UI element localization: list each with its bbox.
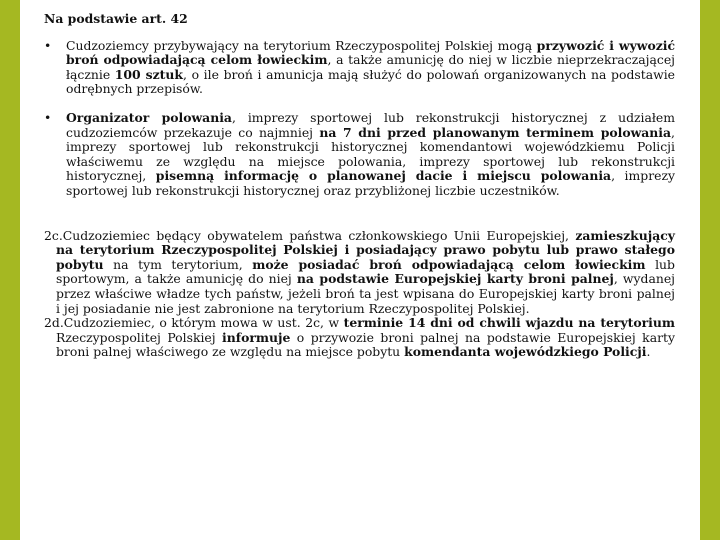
text-span: Rzeczypospolitej Polskiej (56, 329, 223, 345)
text-bold: terminie 14 dni od chwili wjazdu na terytorium (343, 315, 675, 331)
text-span: 2d.Cudzoziemiec, o którym mowa w ust. 2c, w (44, 315, 344, 331)
text-bold: przywozić i wywozić broń odpowiadającą celom łowieckim (66, 37, 675, 68)
text-bold: Organizator polowania (66, 109, 232, 125)
text-span: , imprezy sportowej lub rekonstrukcji historycznej komendantowi wojewódzkiemu Policji właściwemu ze względu na miejsce polowania, imprezy sportowej lub rekonstrukcji historycznej, (66, 124, 675, 184)
text-bold: na 7 dni przed planowanym terminem polowania (319, 124, 672, 140)
text-bold: pisemną informację o planowanej dacie i miejscu polowania (155, 168, 612, 184)
text-bold: informuje (222, 329, 291, 345)
text-span: lub sportowym, a także amunicję do niej (56, 256, 675, 287)
bullet-text (66, 38, 675, 97)
text-span: . (646, 344, 651, 360)
text-span: , imprezy sportowej lub rekonstrukcji historycznej oraz przybliżonej liczbie uczestników. (66, 168, 675, 198)
text-span: , wydanej przez właściwe władze tych państw, jeżeli broń ta jest wpisana do Europejskiej karty broni palnej i jej posiadanie nie jest zabronione na terytorium Rzeczypospolitej Polskiej. (56, 271, 676, 316)
text-bold: może posiadać broń odpowiadającą celom łowieckim (252, 256, 646, 272)
bullet-text (66, 110, 675, 198)
text-span: , a także amunicję do niej w liczbie nieprzekraczającej łącznie (66, 52, 676, 82)
bullet-dot: • (44, 109, 52, 125)
text-span: 2c.Cudzoziemiec będący obywatelem państwa członkowskiego Unii Europejskiej, (44, 227, 576, 243)
bullet-item (44, 111, 675, 199)
paragraph-2c (44, 229, 675, 317)
text-bold: komendanta wojewódzkiego Policji (404, 344, 647, 360)
text-bold: zamieszkujący na terytorium Rzeczypospolitej Polskiej i posiadający prawo pobytu lub prawo stałego pobytu (56, 227, 675, 272)
text-span: o przywozie broni palnej na podstawie Europejskiej karty broni palnej właściwego ze względu na miejsce pobytu (56, 329, 675, 360)
slide-heading: Na podstawie art. 42 (44, 11, 188, 26)
slide-content (44, 12, 675, 360)
text-span: , imprezy sportowej lub rekonstrukcji historycznej z udziałem cudzoziemców przekazuje co najmniej (66, 109, 675, 140)
text-span: Cudzoziemcy przybywający na terytorium Rzeczypospolitej Polskiej mogą (66, 37, 537, 53)
slide-page (20, 0, 700, 540)
paragraph-2d (44, 316, 675, 360)
text-bold: 100 sztuk (114, 66, 184, 82)
bullet-dot: • (44, 37, 52, 53)
text-bold: na podstawie Europejskiej karty broni palnej (296, 271, 614, 287)
bullet-item (44, 39, 675, 97)
text-span: , o ile broń i amunicja mają służyć do polowań organizowanych na podstawie odrębnych przepisów. (66, 66, 676, 97)
text-span: na tym terytorium, (103, 256, 253, 272)
